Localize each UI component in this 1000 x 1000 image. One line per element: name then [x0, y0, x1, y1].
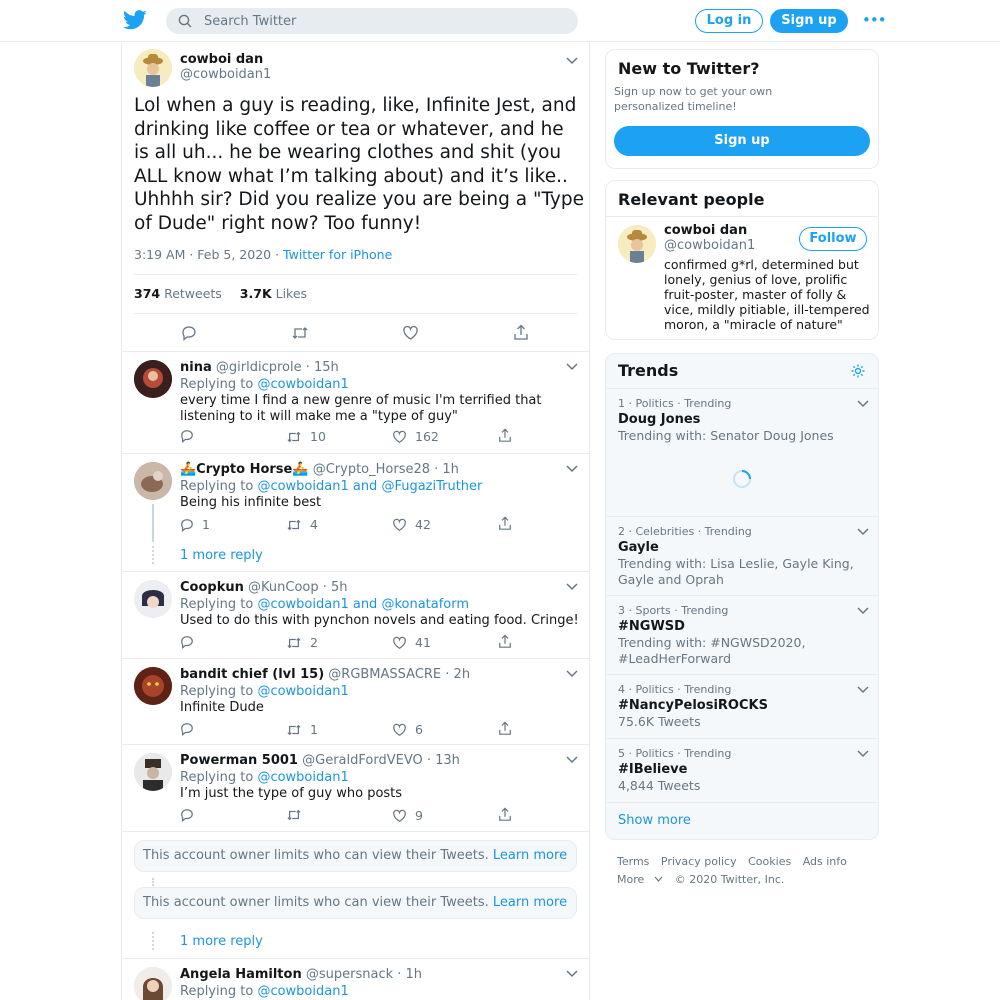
reply-icon — [180, 518, 194, 532]
trends-title: Trends — [618, 361, 679, 380]
new-to-twitter-title: New to Twitter? — [618, 59, 760, 78]
sidebar-signup-button[interactable]: Sign up — [614, 126, 870, 156]
replying-to-link[interactable]: @cowboidan1 and @FugaziTruther — [257, 479, 483, 494]
tweet-stats — [134, 274, 577, 314]
relevant-people-title: Relevant people — [618, 190, 765, 209]
thread-line — [152, 504, 154, 542]
likes-label: Likes — [275, 286, 308, 301]
chevron-down-icon[interactable] — [856, 399, 870, 409]
reply-tweet[interactable] — [122, 659, 589, 745]
tweet-text: Lol when a guy is reading, like, Infinite Jest, and drinking like coffee or tea or whatever, and he is all uh... he be wearing clothes and shit (you ALL know what I’m talking about) and it’s like.. Uhhhh sir? Did you realize you are being a "Type of Dude" right now? Too funny! — [134, 95, 584, 234]
person-handle[interactable]: @cowboidan1 — [664, 238, 756, 253]
more-replies-link[interactable]: 1 more reply — [180, 934, 263, 949]
more-replies-link[interactable]: 1 more reply — [180, 548, 263, 563]
replying-to-link[interactable]: @cowboidan1 — [257, 984, 349, 999]
cowboy-avatar-icon — [134, 49, 172, 87]
new-to-twitter-desc: Sign up now to get your own personalized timeline! — [614, 85, 773, 113]
tweet-time[interactable]: 3:19 AM · Feb 5, 2020 · — [134, 247, 284, 262]
copyright: © 2020 Twitter, Inc. — [674, 873, 785, 886]
reply-tweet[interactable] — [122, 454, 589, 572]
trend-item[interactable] — [606, 595, 878, 674]
avatar[interactable] — [134, 360, 172, 398]
retweet-count: 1 — [310, 722, 318, 737]
follow-button[interactable]: Follow — [799, 227, 867, 251]
reply-header — [180, 667, 470, 682]
reply-author-handle[interactable]: @RGBMASSACRE · 2h — [328, 667, 471, 682]
person-name[interactable]: cowboi dan — [664, 223, 748, 238]
reply-author-name[interactable]: Coopkun — [180, 580, 244, 595]
retweet-icon — [286, 723, 302, 737]
footer-cookies-link[interactable]: Cookies — [748, 855, 792, 868]
like-icon[interactable] — [402, 325, 419, 341]
like-action[interactable] — [392, 722, 423, 737]
share-icon — [498, 428, 512, 443]
chevron-down-icon[interactable] — [565, 56, 579, 66]
reply-tweet[interactable] — [122, 959, 589, 1000]
like-icon — [392, 809, 407, 823]
reply-text: Infinite Dude — [180, 700, 264, 715]
reply-text: Used to do this with pynchon novels and eating food. Cringe! — [180, 613, 579, 628]
learn-more-link[interactable]: Learn more — [492, 848, 568, 863]
reply-author-name[interactable]: bandit chief (lvl 15) — [180, 667, 325, 682]
replying-to-link[interactable]: @cowboidan1 — [257, 770, 349, 785]
replying-to — [180, 597, 469, 612]
reply-author-name[interactable]: Powerman 5001 — [180, 753, 298, 768]
trend-item[interactable] — [606, 738, 878, 802]
like-action[interactable] — [392, 635, 431, 650]
reply-author-handle[interactable]: @girldicprole · 15h — [215, 360, 339, 375]
limited-tweet-text: This account owner limits who can view their Tweets. — [143, 848, 493, 863]
replying-to-link[interactable]: @cowboidan1 — [257, 684, 349, 699]
replying-to-label: Replying to — [180, 684, 258, 699]
reply-action[interactable] — [180, 635, 202, 649]
loading-spinner-icon — [732, 469, 752, 489]
footer-terms-link[interactable]: Terms — [617, 855, 650, 868]
trend-subtitle: 4,844 Tweets — [618, 778, 701, 793]
chevron-down-icon[interactable] — [565, 464, 579, 474]
reply-icon — [180, 808, 194, 822]
limited-tweet-notice — [134, 887, 577, 919]
trends-card — [605, 353, 879, 840]
reply-author-name[interactable]: Angela Hamilton — [180, 967, 302, 982]
retweet-action[interactable] — [286, 635, 318, 650]
like-icon — [392, 518, 407, 532]
new-to-twitter-card — [605, 49, 879, 169]
replying-to-label: Replying to — [180, 770, 258, 785]
settings-gear-icon[interactable] — [850, 363, 866, 379]
user-avatar-icon — [134, 967, 172, 1000]
avatar[interactable] — [134, 462, 172, 500]
chevron-down-icon[interactable] — [565, 362, 579, 372]
chevron-down-icon[interactable] — [565, 755, 579, 765]
reply-header — [180, 753, 460, 768]
share-action[interactable] — [498, 807, 520, 822]
replying-to — [180, 479, 482, 494]
user-avatar-icon — [134, 580, 172, 618]
chevron-down-icon[interactable] — [565, 969, 579, 979]
search-input[interactable] — [204, 8, 564, 34]
divider — [606, 216, 878, 217]
reply-text: I’m just the type of guy who posts — [180, 786, 403, 801]
user-avatar-icon — [134, 753, 172, 791]
replying-to-label: Replying to — [180, 984, 258, 999]
trend-subtitle: Trending with: Senator Doug Jones — [618, 428, 834, 443]
thread-dots — [152, 932, 154, 950]
reply-icon — [180, 722, 194, 736]
user-avatar-icon — [134, 462, 172, 500]
limited-tweet-text: This account owner limits who can view their Tweets. — [143, 895, 493, 910]
reply-author-handle[interactable]: @GeraldFordVEVO · 13h — [302, 753, 460, 768]
user-avatar-icon — [134, 360, 172, 398]
conversation-column — [121, 42, 590, 1000]
reply-tweet[interactable] — [122, 572, 589, 659]
reply-action[interactable] — [180, 808, 202, 822]
chevron-down-icon[interactable] — [856, 527, 870, 537]
login-button[interactable]: Log in — [695, 9, 763, 33]
avatar[interactable] — [134, 580, 172, 618]
top-bar — [0, 0, 1000, 42]
reply-count: 1 — [202, 517, 210, 532]
tweet-meta — [134, 247, 392, 262]
reply-icon — [180, 635, 194, 649]
relevant-people-card — [605, 180, 879, 340]
share-icon[interactable] — [513, 324, 529, 341]
like-count: 41 — [415, 635, 431, 650]
avatar[interactable] — [134, 49, 172, 87]
trend-subtitle: Trending with: #NGWSD2020, #LeadHerForward — [618, 635, 806, 666]
retweet-action[interactable] — [286, 429, 326, 444]
trend-subtitle: 75.6K Tweets — [618, 714, 701, 729]
thread-dots — [152, 546, 154, 564]
replying-to-link[interactable]: @cowboidan1 and @konataform — [257, 597, 470, 612]
limited-tweet-notice — [134, 840, 577, 872]
replying-to-label: Replying to — [180, 377, 258, 392]
tweet-source-link[interactable]: Twitter for iPhone — [283, 247, 393, 262]
trend-name: Doug Jones — [618, 412, 701, 427]
like-action[interactable] — [392, 429, 439, 444]
user-avatar-icon — [134, 667, 172, 705]
like-count: 162 — [415, 429, 439, 444]
footer-more-label: More — [617, 873, 645, 886]
trend-category: 1 · Politics · Trending — [618, 397, 732, 410]
trend-name: Gayle — [618, 540, 659, 555]
like-icon — [392, 723, 407, 737]
retweet-count: 2 — [310, 635, 318, 650]
reply-author-name[interactable]: 🚣Crypto Horse🚣 — [180, 462, 309, 477]
like-icon — [392, 430, 407, 444]
share-action[interactable] — [498, 721, 520, 736]
share-icon — [498, 634, 512, 649]
reply-header — [180, 580, 348, 595]
footer — [617, 855, 855, 868]
more-options-icon[interactable]: ••• — [862, 11, 886, 29]
retweet-icon — [286, 636, 302, 650]
reply-action[interactable] — [180, 722, 202, 736]
avatar[interactable] — [134, 667, 172, 705]
share-action[interactable] — [498, 428, 520, 443]
retweet-icon[interactable] — [291, 325, 309, 341]
chevron-down-icon — [654, 876, 663, 883]
footer-ads-link[interactable]: Ads info — [802, 855, 847, 868]
reply-header — [180, 462, 459, 477]
like-count-link[interactable] — [240, 286, 307, 301]
replying-to — [180, 770, 349, 785]
twitter-logo-icon[interactable] — [123, 9, 147, 31]
chevron-down-icon[interactable] — [856, 685, 870, 695]
trend-item[interactable] — [606, 516, 878, 595]
share-icon — [498, 721, 512, 736]
replying-to — [180, 377, 349, 392]
reply-header — [180, 360, 339, 375]
thread-dots — [152, 878, 154, 886]
person-bio: confirmed g*rl, determined but lonely, genius of love, prolific fruit-poster, master of folly & vice, mildly pitiable, ill-tempered moron, a "miracle of nature" — [664, 257, 870, 332]
reply-action[interactable] — [180, 517, 210, 532]
retweet-count: 10 — [310, 429, 326, 444]
author-name[interactable]: cowboi dan — [180, 52, 264, 67]
replying-to-label: Replying to — [180, 597, 258, 612]
like-icon — [392, 636, 407, 650]
retweet-icon — [286, 518, 302, 532]
focus-tweet — [122, 42, 589, 352]
chevron-down-icon[interactable] — [856, 749, 870, 759]
retweet-icon — [286, 430, 302, 444]
like-count: 9 — [415, 808, 423, 823]
replying-to — [180, 684, 349, 699]
reply-action[interactable] — [180, 429, 202, 443]
reply-text: every time I find a new genre of music I'm terrified that listening to it will make me a "type of guy" — [180, 393, 542, 424]
reply-tweet[interactable] — [122, 745, 589, 832]
trend-category: 5 · Politics · Trending — [618, 747, 732, 760]
avatar[interactable] — [618, 225, 656, 263]
share-action[interactable] — [498, 634, 520, 649]
learn-more-link[interactable]: Learn more — [492, 895, 568, 910]
trend-subtitle: Trending with: Lisa Leslie, Gayle King, Gayle and Oprah — [618, 556, 854, 587]
footer-privacy-link[interactable]: Privacy policy — [660, 855, 737, 868]
like-count: 42 — [415, 517, 431, 532]
replying-to — [180, 984, 349, 999]
trend-category: 4 · Politics · Trending — [618, 683, 732, 696]
chevron-down-icon[interactable] — [565, 582, 579, 592]
chevron-down-icon[interactable] — [565, 669, 579, 679]
retweet-action[interactable] — [286, 808, 310, 822]
reply-author-name[interactable]: nina — [180, 360, 212, 375]
retweet-icon — [286, 808, 302, 822]
reply-header — [180, 967, 422, 982]
chevron-down-icon[interactable] — [856, 606, 870, 616]
trend-item[interactable] — [606, 674, 878, 738]
author-handle[interactable]: @cowboidan1 — [180, 67, 272, 82]
cowboy-avatar-icon — [618, 225, 656, 263]
replying-to-link[interactable]: @cowboidan1 — [257, 377, 349, 392]
retweets-label: Retweets — [164, 286, 222, 301]
retweet-count-link[interactable] — [134, 286, 222, 301]
trend-name: #IBelieve — [618, 762, 688, 777]
reply-tweet[interactable] — [122, 352, 589, 454]
retweet-action[interactable] — [286, 722, 318, 737]
retweet-action[interactable] — [286, 517, 318, 532]
reply-author-handle[interactable]: @supersnack · 1h — [305, 967, 423, 982]
avatar[interactable] — [134, 967, 172, 1000]
signup-button[interactable]: Sign up — [770, 9, 848, 33]
retweet-count: 4 — [310, 517, 318, 532]
retweet-count: 374 — [134, 286, 161, 301]
reply-text: Being his infinite best — [180, 495, 322, 510]
reply-icon — [180, 429, 194, 443]
search-box — [166, 8, 578, 34]
show-more-link[interactable]: Show more — [606, 802, 878, 840]
like-count: 6 — [415, 722, 423, 737]
footer-more-link[interactable] — [617, 873, 663, 886]
reply-author-handle[interactable]: @KunCoop · 5h — [248, 580, 348, 595]
trend-category: 3 · Sports · Trending — [618, 604, 729, 617]
like-action[interactable] — [392, 517, 431, 532]
reply-author-handle[interactable]: @Crypto_Horse28 · 1h — [312, 462, 459, 477]
share-action[interactable] — [498, 516, 520, 531]
like-action[interactable] — [392, 808, 423, 823]
trend-name: #NGWSD — [618, 619, 685, 634]
search-icon — [178, 14, 192, 28]
avatar[interactable] — [134, 753, 172, 791]
replying-to-label: Replying to — [180, 479, 258, 494]
trend-name: #NancyPelosiROCKS — [618, 698, 768, 713]
like-count: 3.7K — [239, 286, 272, 301]
share-icon — [498, 807, 512, 822]
share-icon — [498, 516, 512, 531]
reply-icon[interactable] — [181, 325, 197, 341]
footer-row-2 — [617, 873, 792, 886]
trend-item[interactable] — [606, 388, 878, 516]
trend-category: 2 · Celebrities · Trending — [618, 525, 752, 538]
